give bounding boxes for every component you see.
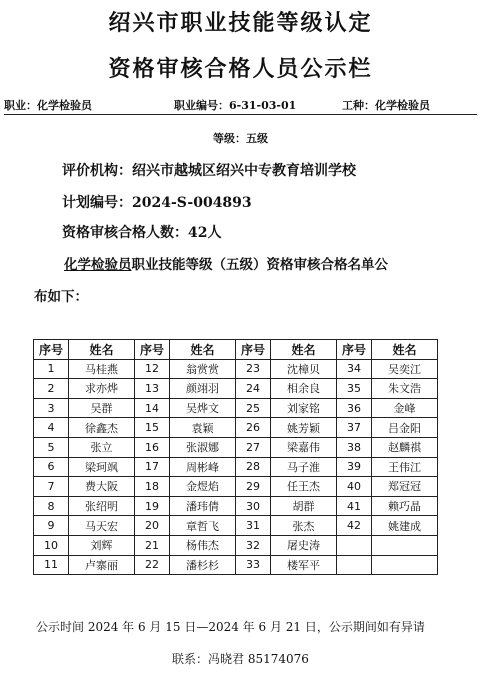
table-row xyxy=(34,379,438,399)
table-row xyxy=(34,477,438,497)
cell-name: 刘家铭 xyxy=(271,398,337,418)
cell-number xyxy=(337,555,372,575)
cell-number: 33 xyxy=(236,555,271,575)
cell-name: 梁嘉伟 xyxy=(271,437,337,457)
cell-name: 杨伟杰 xyxy=(170,535,236,555)
cell-number: 39 xyxy=(337,457,372,477)
table-row xyxy=(34,535,438,555)
cell-name: 马子淮 xyxy=(271,457,337,477)
plan-number: 计划编号：2024-S-004893 xyxy=(62,195,252,211)
table-row xyxy=(34,437,438,457)
cell-name: 梁珂飒 xyxy=(69,457,135,477)
cell-number: 25 xyxy=(236,398,271,418)
evaluation-agency: 评价机构：绍兴市越城区绍兴中专教育培训学校 xyxy=(62,163,356,179)
cell-name: 屠史涛 xyxy=(271,535,337,555)
table-row xyxy=(34,359,438,379)
cell-number: 42 xyxy=(337,516,372,536)
page-title: 绍兴市职业技能等级认定 xyxy=(108,10,373,36)
cell-name: 姚芳颖 xyxy=(271,418,337,438)
job-type: 工种：化学检验员 xyxy=(342,99,430,112)
cell-name: 吴烨文 xyxy=(170,398,236,418)
cell-name: 翁赏赏 xyxy=(170,359,236,379)
cell-number: 10 xyxy=(34,535,69,555)
cell-number: 36 xyxy=(337,398,372,418)
cell-name: 相余良 xyxy=(271,379,337,399)
cell-number: 41 xyxy=(337,496,372,516)
cell-number: 30 xyxy=(236,496,271,516)
cell-name: 金煜焰 xyxy=(170,477,236,497)
cell-number: 31 xyxy=(236,516,271,536)
cell-name: 潘玮倩 xyxy=(170,496,236,516)
cell-name: 任王杰 xyxy=(271,477,337,497)
column-header-number: 序号 xyxy=(337,340,372,360)
cell-name: 章哲飞 xyxy=(170,516,236,536)
cell-number: 29 xyxy=(236,477,271,497)
column-header-name: 姓名 xyxy=(170,340,236,360)
intro-text: 职业技能等级（五级）资格审核合格名单公 xyxy=(131,257,388,273)
occupation-label: 职业：化学检验员 xyxy=(4,99,92,112)
occupation-code: 职业编号：6-31-03-01 xyxy=(174,99,297,112)
table-row xyxy=(34,496,438,516)
cell-number: 15 xyxy=(135,418,170,438)
publicity-period-notice: 公示时间 2024 年 6 月 15 日—2024 年 6 月 21 日，公示期间如有异请 xyxy=(36,620,425,634)
cell-name: 沈樟贝 xyxy=(271,359,337,379)
table-row xyxy=(34,555,438,575)
cell-name: 楼军平 xyxy=(271,555,337,575)
cell-number: 27 xyxy=(236,437,271,457)
cell-number: 16 xyxy=(135,437,170,457)
grade-level: 等级：五级 xyxy=(213,132,268,145)
cell-name: 马天宏 xyxy=(69,516,135,536)
cell-number: 32 xyxy=(236,535,271,555)
cell-name: 吴奕江 xyxy=(372,359,438,379)
cell-number: 12 xyxy=(135,359,170,379)
cell-number: 2 xyxy=(34,379,69,399)
cell-name: 卢寨丽 xyxy=(69,555,135,575)
qualified-count: 资格审核合格人数：42人 xyxy=(62,225,222,241)
cell-name: 袁颖 xyxy=(170,418,236,438)
cell-name: 金峰 xyxy=(372,398,438,418)
cell-number: 24 xyxy=(236,379,271,399)
column-header-name: 姓名 xyxy=(69,340,135,360)
column-header-number: 序号 xyxy=(135,340,170,360)
column-header-name: 姓名 xyxy=(372,340,438,360)
cell-number: 26 xyxy=(236,418,271,438)
table-row xyxy=(34,418,438,438)
cell-number: 23 xyxy=(236,359,271,379)
cell-number: 17 xyxy=(135,457,170,477)
cell-number: 1 xyxy=(34,359,69,379)
cell-number: 38 xyxy=(337,437,372,457)
roster-table xyxy=(33,339,438,575)
cell-number: 19 xyxy=(135,496,170,516)
job-info-line xyxy=(4,96,477,115)
cell-number: 3 xyxy=(34,398,69,418)
cell-name: 郑冠冠 xyxy=(372,477,438,497)
cell-name: 王伟江 xyxy=(372,457,438,477)
cell-number xyxy=(337,535,372,555)
cell-number: 6 xyxy=(34,457,69,477)
cell-name: 周彬峰 xyxy=(170,457,236,477)
cell-number: 14 xyxy=(135,398,170,418)
cell-name: 张淑娜 xyxy=(170,437,236,457)
table-row xyxy=(34,398,438,418)
page-subtitle: 资格审核合格人员公示栏 xyxy=(108,56,373,82)
cell-number: 40 xyxy=(337,477,372,497)
cell-name: 张绍明 xyxy=(69,496,135,516)
cell-number: 8 xyxy=(34,496,69,516)
cell-number: 28 xyxy=(236,457,271,477)
cell-name: 张杰 xyxy=(271,516,337,536)
cell-number: 21 xyxy=(135,535,170,555)
column-header-number: 序号 xyxy=(34,340,69,360)
cell-name: 朱文浩 xyxy=(372,379,438,399)
cell-name: 马桂燕 xyxy=(69,359,135,379)
cell-name xyxy=(372,535,438,555)
cell-name: 颜翊羽 xyxy=(170,379,236,399)
cell-name: 张立 xyxy=(69,437,135,457)
contact-info: 联系：冯晓君 85174076 xyxy=(172,652,309,666)
cell-number: 9 xyxy=(34,516,69,536)
cell-name: 赵麟祺 xyxy=(372,437,438,457)
cell-name xyxy=(372,555,438,575)
cell-name: 潘杉杉 xyxy=(170,555,236,575)
cell-name: 求亦烨 xyxy=(69,379,135,399)
cell-number: 35 xyxy=(337,379,372,399)
cell-name: 费大阪 xyxy=(69,477,135,497)
cell-number: 13 xyxy=(135,379,170,399)
table-row xyxy=(34,457,438,477)
cell-name: 胡群 xyxy=(271,496,337,516)
cell-number: 5 xyxy=(34,437,69,457)
cell-number: 34 xyxy=(337,359,372,379)
cell-number: 37 xyxy=(337,418,372,438)
column-header-number: 序号 xyxy=(236,340,271,360)
intro-paragraph-line1 xyxy=(64,250,464,280)
table-header-row xyxy=(34,340,438,360)
cell-number: 20 xyxy=(135,516,170,536)
cell-number: 18 xyxy=(135,477,170,497)
column-header-name: 姓名 xyxy=(271,340,337,360)
occupation-underlined: 化学检验员 xyxy=(64,257,132,273)
cell-name: 赖巧晶 xyxy=(372,496,438,516)
cell-name: 姚建成 xyxy=(372,516,438,536)
cell-number: 22 xyxy=(135,555,170,575)
cell-name: 吕金阳 xyxy=(372,418,438,438)
cell-number: 11 xyxy=(34,555,69,575)
intro-paragraph-line2: 布如下： xyxy=(34,289,88,305)
cell-number: 7 xyxy=(34,477,69,497)
cell-number: 4 xyxy=(34,418,69,438)
table-row xyxy=(34,516,438,536)
cell-name: 徐鑫杰 xyxy=(69,418,135,438)
cell-name: 吴群 xyxy=(69,398,135,418)
cell-name: 刘辉 xyxy=(69,535,135,555)
